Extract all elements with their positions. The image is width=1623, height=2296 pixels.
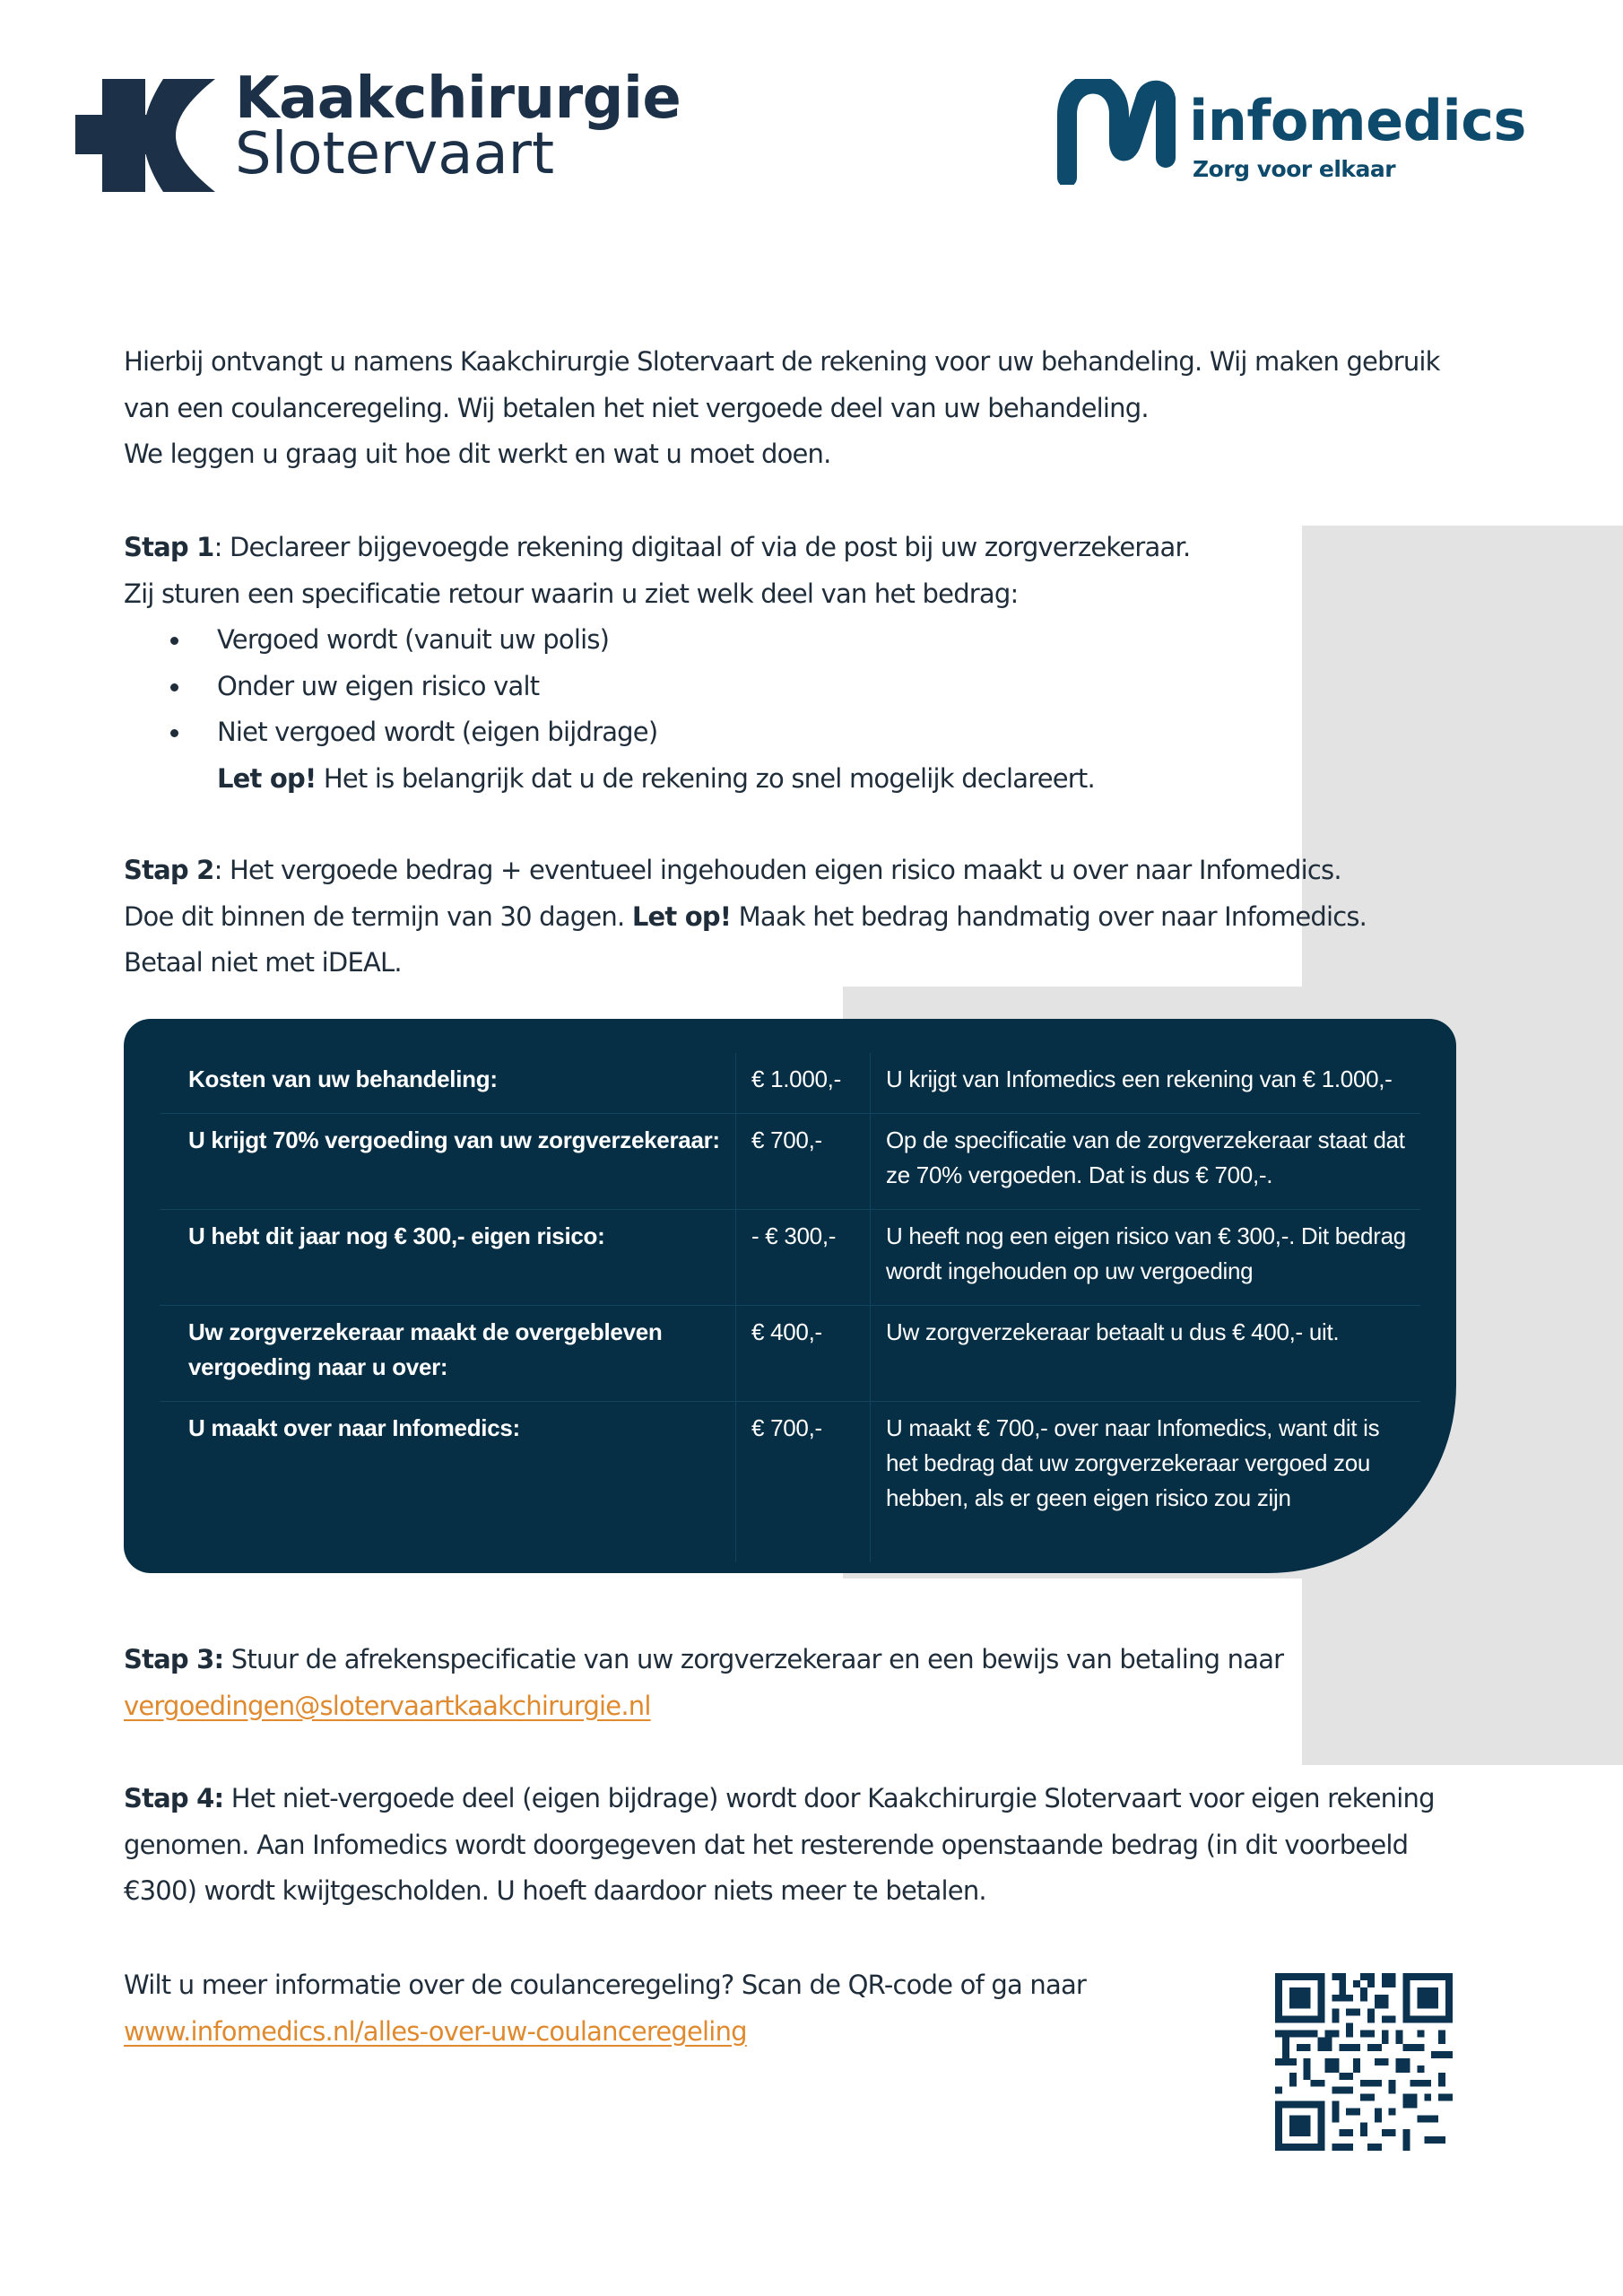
step-2: Stap 2: Het vergoede bedrag + eventueel ingehouden eigen risico maakt u over naar Infomedics. Doe dit binnen de termijn van 30 dagen. Let op! Maak het bedrag handmatig over naar Infomedics. Betaal niet met iDEAL.	[124, 848, 1367, 987]
row-label: U maakt over naar Infomedics:	[188, 1414, 520, 1441]
list-item: Onder uw eigen risico valt	[124, 664, 1190, 710]
step-text-line: Betaal niet met iDEAL.	[124, 947, 402, 978]
row-amount: € 700,-	[736, 1114, 871, 1210]
m-wave-logo-icon	[1056, 79, 1176, 185]
intro-paragraph	[124, 339, 1440, 478]
intro-line: van een coulanceregeling. Wij betalen het niet vergoede deel van uw behandeling.	[124, 392, 1149, 423]
more-info	[124, 1962, 1086, 2055]
step-4	[124, 1776, 1435, 1915]
row-label: Uw zorgverzekeraar maakt de overgebleven vergoeding naar u over:	[188, 1318, 663, 1380]
bullet-list	[124, 617, 1190, 756]
row-amount: € 700,-	[736, 1402, 871, 1563]
list-item: Niet vergoed wordt (eigen bijdrage)	[124, 709, 1190, 756]
table-row	[160, 1306, 1420, 1402]
step-label: Stap 4:	[124, 1783, 224, 1813]
coulanceregeling-link[interactable]: www.infomedics.nl/alles-over-uw-coulanceregeling	[124, 2015, 747, 2047]
calculation-table	[160, 1053, 1420, 1562]
logo-tagline: Zorg voor elkaar	[1193, 156, 1396, 182]
list-item: Vergoed wordt (vanuit uw polis)	[124, 617, 1190, 664]
row-explanation: Uw zorgverzekeraar betaalt u dus € 400,- uit.	[886, 1318, 1340, 1345]
table-row	[160, 1053, 1420, 1114]
step-text: Het niet-vergoede deel (eigen bijdrage) wordt door Kaakchirurgie Slotervaart voor eigen rekening	[223, 1783, 1435, 1813]
step-text-line: Zij sturen een specificatie retour waarin u ziet welk deel van het bedrag:	[124, 578, 1019, 609]
qr-code-icon[interactable]	[1275, 1973, 1453, 2151]
step-label: Stap 1	[124, 532, 214, 562]
intro-line: We leggen u graag uit hoe dit werkt en wat u moet doen.	[124, 439, 831, 469]
row-explanation: U maakt € 700,- over naar Infomedics, want dit is het bedrag dat uw zorgverzekeraar vergoed zou hebben, als er geen eigen risico zou zijn	[886, 1414, 1380, 1511]
step-label: Stap 3:	[124, 1644, 224, 1674]
intro-line: Hierbij ontvangt u namens Kaakchirurgie Slotervaart de rekening voor uw behandeling. Wij maken gebruik	[124, 346, 1440, 377]
bullet-icon	[170, 729, 178, 737]
table-row	[160, 1402, 1420, 1563]
email-link[interactable]: vergoedingen@slotervaartkaakchirurgie.nl	[124, 1690, 651, 1721]
logo-kaakchirurgie-slotervaart	[235, 65, 681, 187]
row-amount: € 400,-	[736, 1306, 871, 1402]
row-label: U krijgt 70% vergoeding van uw zorgverzekeraar:	[188, 1126, 720, 1153]
note: Let op! Het is belangrijk dat u de rekening zo snel mogelijk declareert.	[217, 762, 1095, 794]
step-1	[124, 525, 1190, 802]
bullet-icon	[170, 637, 178, 645]
step-text-line: genomen. Aan Infomedics wordt doorgegeven dat het resterende openstaande bedrag (in dit voorbeeld	[124, 1829, 1409, 1860]
row-explanation: Op de specificatie van de zorgverzekeraar staat dat ze 70% vergoeden. Dat is dus € 700,-.	[886, 1126, 1405, 1188]
more-info-text: Wilt u meer informatie over de coulanceregeling? Scan de QR-code of ga naar	[124, 1970, 1087, 2000]
table-row	[160, 1114, 1420, 1210]
logo-line-2: Slotervaart	[235, 121, 555, 187]
row-explanation: U krijgt van Infomedics een rekening van € 1.000,-	[886, 1065, 1393, 1092]
step-text: : Het vergoede bedrag + eventueel ingehouden eigen risico maakt u over naar Infomedics.	[213, 855, 1341, 885]
row-amount: - € 300,-	[736, 1210, 871, 1306]
k-cross-logo-icon	[75, 79, 215, 192]
step-3	[124, 1637, 1283, 1729]
step-text: : Declareer bijgevoegde rekening digitaal of via de post bij uw zorgverzekeraar.	[213, 532, 1191, 562]
example-calculation-card	[124, 1019, 1456, 1573]
step-label: Stap 2	[124, 855, 214, 885]
logo-infomedics	[1189, 88, 1526, 182]
logo-line-1: Kaakchirurgie	[235, 65, 681, 132]
row-amount: € 1.000,-	[736, 1053, 871, 1114]
row-label: U hebt dit jaar nog € 300,- eigen risico:	[188, 1222, 605, 1249]
row-label: Kosten van uw behandeling:	[188, 1065, 498, 1092]
table-row	[160, 1210, 1420, 1306]
row-explanation: U heeft nog een eigen risico van € 300,-. Dit bedrag wordt ingehouden op uw vergoeding	[886, 1222, 1406, 1284]
step-text-line: €300) wordt kwijtgescholden. U hoeft daardoor niets meer te betalen.	[124, 1875, 986, 1906]
logo-name: infomedics	[1189, 88, 1526, 153]
step-text: Stuur de afrekenspecificatie van uw zorgverzekeraar en een bewijs van betaling naar	[223, 1644, 1284, 1674]
bullet-icon	[170, 683, 178, 691]
